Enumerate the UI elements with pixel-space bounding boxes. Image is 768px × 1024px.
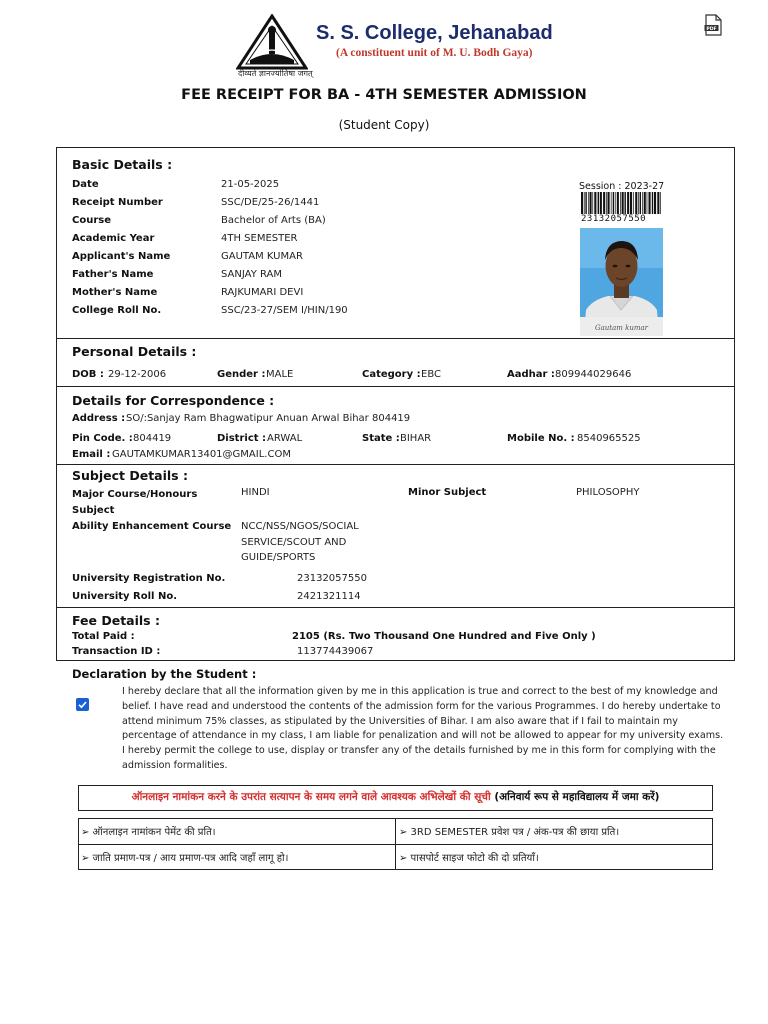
- email-label: Email :: [72, 449, 111, 460]
- document-item: ➢ जाति प्रमाण-पत्र / आय प्रमाण-पत्र आदि जहाँ लागू हो।: [81, 853, 289, 864]
- documents-heading: [79, 790, 712, 804]
- divider: [57, 386, 734, 387]
- check-icon: [77, 699, 88, 710]
- documents-heading-note: (अनिवार्य रूप से महाविद्यालय में जमा करें): [490, 791, 660, 803]
- mother-name-label: Mother's Name: [72, 287, 158, 298]
- address-label: Address :: [72, 413, 126, 424]
- receipt-number-value: SSC/DE/25-26/1441: [221, 197, 320, 208]
- divider: [57, 338, 734, 339]
- aec-label: Ability Enhancement Course: [72, 521, 232, 532]
- state-value: BIHAR: [400, 433, 432, 444]
- university-roll-label: University Roll No.: [72, 591, 178, 602]
- barcode-image: [581, 192, 661, 214]
- applicant-name-value: GAUTAM KUMAR: [221, 251, 303, 262]
- fee-details-title: Fee Details :: [72, 613, 160, 628]
- svg-text:PDF: PDF: [706, 26, 717, 32]
- documents-heading-main: ऑनलाइन नामांकन करने के उपरांत सत्यापन के समय लगने वाले आवश्यक अभिलेखों की सूची: [131, 791, 491, 803]
- receipt-number-label: Receipt Number: [72, 197, 163, 208]
- aadhar-label: Aadhar :: [507, 369, 555, 380]
- divider: [57, 607, 734, 608]
- college-roll-label: College Roll No.: [72, 305, 162, 316]
- details-box: [56, 147, 735, 661]
- student-photo: [580, 228, 663, 336]
- mother-name-value: RAJKUMARI DEVI: [221, 287, 304, 298]
- category-label: Category :: [362, 369, 421, 380]
- subject-details-title: Subject Details :: [72, 468, 188, 483]
- father-name-label: Father's Name: [72, 269, 154, 280]
- transaction-id-label: Transaction ID :: [72, 646, 161, 657]
- major-subject-label: Major Course/Honours Subject: [72, 489, 198, 516]
- document-item: ➢ 3RD SEMESTER प्रवेश पत्र / अंक-पत्र की छाया प्रति।: [399, 827, 620, 838]
- declaration-title: Declaration by the Student :: [72, 667, 257, 681]
- dob-label: DOB :: [72, 369, 104, 380]
- university-reg-value: 23132057550: [297, 573, 367, 584]
- category-value: EBC: [421, 369, 441, 380]
- dob-value: 29-12-2006: [108, 369, 167, 380]
- district-label: District :: [217, 433, 267, 444]
- pdf-file-icon[interactable]: [704, 14, 722, 36]
- divider: [57, 464, 734, 465]
- total-paid-label: Total Paid :: [72, 631, 135, 642]
- father-name-value: SANJAY RAM: [221, 269, 282, 280]
- pin-value: 804419: [133, 433, 172, 444]
- gender-label: Gender :: [217, 369, 266, 380]
- college-header: [236, 14, 566, 80]
- minor-subject-label: Minor Subject: [408, 487, 487, 498]
- college-affiliation: (A constituent unit of M. U. Bodh Gaya): [336, 47, 533, 59]
- pin-label: Pin Code. :: [72, 433, 133, 444]
- date-label: Date: [72, 179, 99, 190]
- mobile-value: 8540965525: [577, 433, 641, 444]
- course-value: Bachelor of Arts (BA): [221, 215, 326, 226]
- total-paid-value: 2105 (Rs. Two Thousand One Hundred and Five Only ): [292, 631, 596, 642]
- session-label: Session : 2023-27: [579, 181, 665, 192]
- table-divider: [395, 819, 396, 869]
- document-item: ➢ पासपोर्ट साइज फोटो की दो प्रतियाँ।: [399, 853, 539, 864]
- academic-year-value: 4TH SEMESTER: [221, 233, 298, 244]
- documents-table: [78, 818, 713, 870]
- address-value: SO/:Sanjay Ram Bhagwatipur Anuan Arwal Bihar 804419: [126, 413, 411, 424]
- photo-signature: Gautam kumar: [594, 324, 649, 332]
- gender-value: MALE: [266, 369, 294, 380]
- aec-value: NCC/NSS/NGOS/SOCIAL SERVICE/SCOUT AND GUIDE/SPORTS: [241, 521, 359, 563]
- applicant-name-label: Applicant's Name: [72, 251, 171, 262]
- correspondence-title: Details for Correspondence :: [72, 393, 275, 408]
- date-value: 21-05-2025: [221, 179, 280, 190]
- course-label: Course: [72, 215, 111, 226]
- receipt-title: FEE RECEIPT FOR BA - 4TH SEMESTER ADMISSION: [181, 87, 587, 103]
- mobile-label: Mobile No. :: [507, 433, 575, 444]
- transaction-id-value: 113774439067: [297, 646, 374, 657]
- college-motto: दीव्यते ज्ञानज्योतिषा जगत्: [238, 69, 313, 78]
- university-roll-value: 2421321114: [297, 591, 361, 602]
- personal-details-title: Personal Details :: [72, 344, 197, 359]
- declaration-checkbox[interactable]: [76, 698, 89, 711]
- documents-heading-box: [78, 785, 713, 811]
- document-item: ➢ ऑनलाइन नामांकन पेमेंट की प्रति।: [81, 827, 216, 838]
- declaration-text: I hereby declare that all the information given by me in this application is true and correct to the best of my knowledge and belief. I have read and understood the contents of the admission form for the various Programmes. I do hereby undertake to attend minimum 75% classes, as stipulated by the Universities of Bihar. I am also aware that if I fail to maintain my percentage of attendance in my class, I am liable for penalization and will not be allowed to appear for my university exams. I hereby permit the college to use, display or transfer any of the details furnished by me in this form for complying with the admission formalities.: [122, 686, 724, 771]
- aadhar-value: 809944029646: [555, 369, 632, 380]
- district-value: ARWAL: [267, 433, 303, 444]
- college-roll-value: SSC/23-27/SEM I/HIN/190: [221, 305, 348, 316]
- barcode-number: 23132057550: [581, 214, 647, 224]
- academic-year-label: Academic Year: [72, 233, 155, 244]
- state-label: State :: [362, 433, 400, 444]
- minor-subject-value: PHILOSOPHY: [576, 487, 640, 498]
- basic-details-title: Basic Details :: [72, 157, 173, 172]
- college-name: S. S. College, Jehanabad: [316, 22, 553, 44]
- university-reg-label: University Registration No.: [72, 573, 226, 584]
- email-value: GAUTAMKUMAR13401@GMAIL.COM: [112, 449, 291, 460]
- receipt-subtitle: (Student Copy): [338, 118, 430, 132]
- major-subject-value: HINDI: [241, 487, 270, 498]
